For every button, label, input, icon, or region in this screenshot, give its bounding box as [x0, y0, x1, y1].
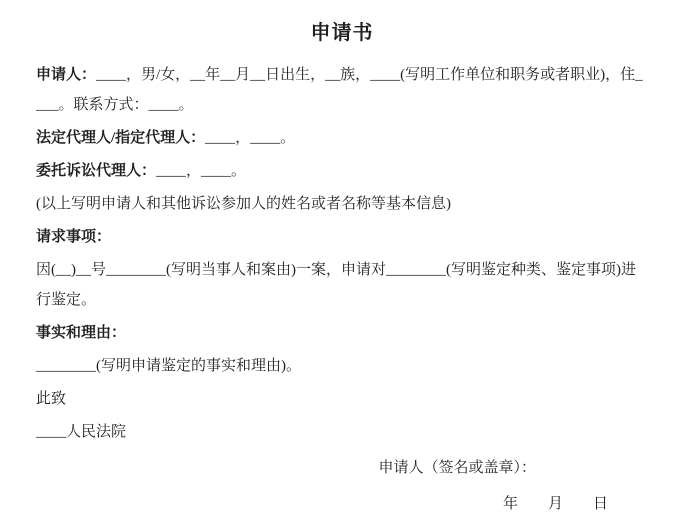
signature-block: [36, 453, 648, 519]
court-name-text: ____人民法院: [36, 424, 127, 440]
legal-agent-label: 法定代理人/指定代理人：: [36, 130, 206, 146]
facts-reasons-label: 事实和理由：: [36, 325, 127, 341]
applicant-info-paragraph: [36, 60, 648, 120]
facts-reasons-blank-text: ________(写明申请鉴定的事实和理由)。: [36, 358, 301, 374]
salutation-text: 此致: [36, 391, 67, 407]
document-title: 申请书: [310, 22, 374, 44]
legal-agent-text: ____，____。: [205, 130, 296, 146]
case-description-text: 因(__)__号________(写明当事人和案由)一案，申请对________(写明鉴定种类、鉴定事项)进行鉴定。: [36, 262, 636, 308]
entrusted-agent-label: 委托诉讼代理人：: [36, 163, 157, 179]
date-line: 年 月 日: [502, 496, 608, 512]
facts-reasons-heading: [36, 318, 648, 348]
basic-info-note-text: (以上写明申请人和其他诉讼参加人的姓名或者名称等基本信息): [36, 196, 451, 212]
entrusted-agent-paragraph: [36, 156, 648, 186]
entrusted-agent-text: ____，____。: [156, 163, 247, 179]
request-items-label: 请求事项：: [36, 229, 112, 245]
request-items-heading: [36, 222, 648, 252]
applicant-text: ____，男/女，__年__月__日出生，__族，____(写明工作单位和职务或者职业)，住____。联系方式：____。: [36, 67, 643, 113]
basic-info-note-paragraph: [36, 189, 648, 219]
court-name-paragraph: [36, 417, 648, 447]
case-description-paragraph: [36, 255, 648, 315]
salutation-paragraph: [36, 384, 648, 414]
signature-line: 申请人（签名或盖章）：: [378, 460, 536, 476]
facts-reasons-blank-paragraph: [36, 351, 648, 381]
legal-agent-paragraph: [36, 123, 648, 153]
applicant-label: 申请人：: [36, 67, 97, 83]
